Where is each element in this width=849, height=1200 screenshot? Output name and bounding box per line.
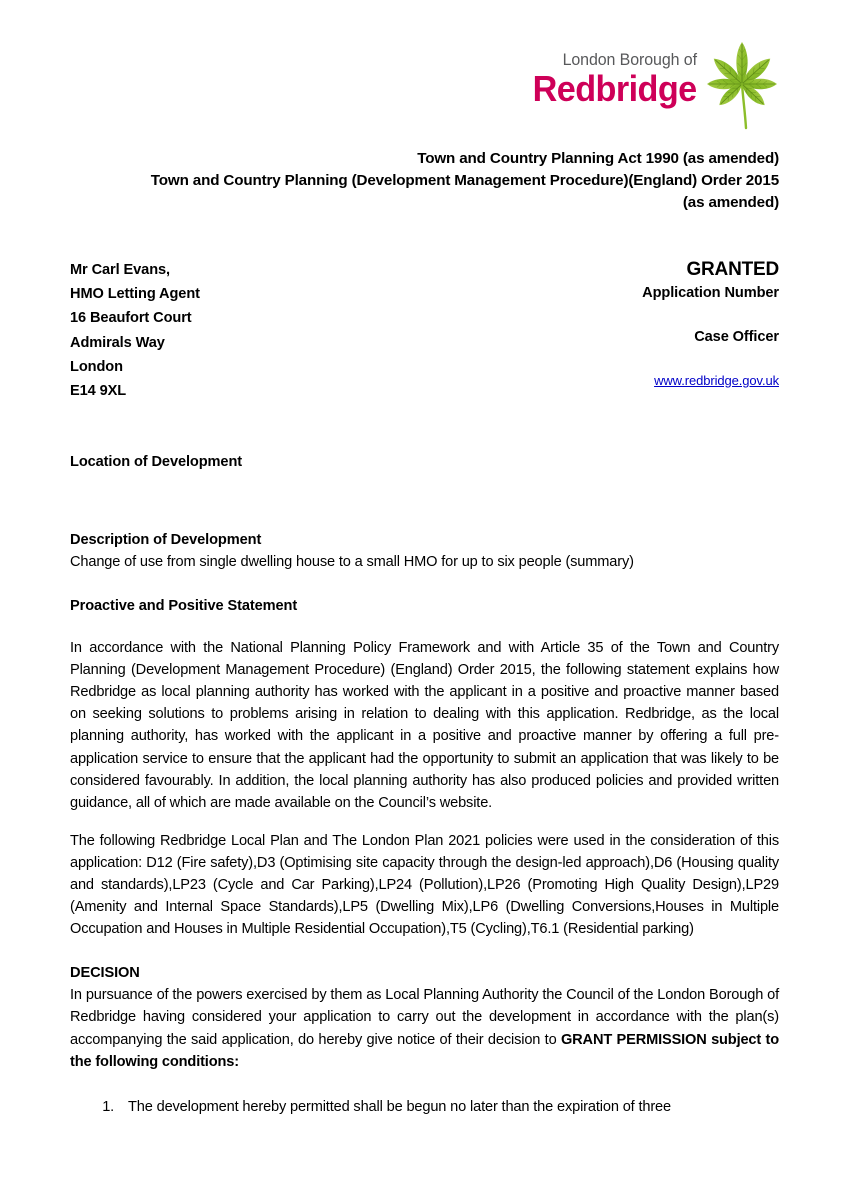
act-title-line-3: (as amended) bbox=[682, 194, 779, 211]
heading-proactive-and-positive-statement: Proactive and Positive Statement bbox=[70, 598, 298, 615]
spacer bbox=[70, 573, 779, 596]
meta-spacer bbox=[449, 304, 779, 326]
application-number-label: Application Number bbox=[642, 285, 779, 301]
heading-description-of-development: Description of Development bbox=[70, 532, 262, 548]
addressee-line: E14 9XL bbox=[70, 383, 127, 400]
logo-line-redbridge: Redbridge bbox=[533, 68, 697, 109]
condition-item: 1. The development hereby permitted shall be begun no later than the expiration of three bbox=[118, 1096, 779, 1118]
addressee-line: London bbox=[70, 358, 123, 375]
location-value-empty bbox=[70, 473, 779, 530]
decision-paragraph-lead: In pursuance of the powers exercised by them as Local Planning Authority the Council of the London Borough of Redbridge having considered your application to carry out the development in accordance with the plan(s) accompanying the said application, do hereby give notice of their decision to bbox=[70, 987, 779, 1048]
spacer bbox=[70, 940, 779, 963]
redbridge-logo bbox=[524, 40, 781, 130]
act-title-line-1: Town and Country Planning Act 1990 (as amended) bbox=[417, 150, 779, 167]
policies-paragraph: The following Redbridge Local Plan and The London Plan 2021 policies were used in the consideration of this application: D12 (Fire safety),D3 (Optimising site capacity through the design-led approach),D6 (Housing quality and standards),LP23 (Cycle and Car Parking),LP24 (Pollution),LP26 (Promoting High Quality Design),LP29 (Amenity and Internal Space Standards),LP5 (Dwelling Mix),LP6 (Dwelling Conversions,Houses in Multiple Occupation and Houses in Multiple Residential Occupation),T5 (Cycling),T6.1 (Residential parking) bbox=[70, 832, 779, 938]
addressee-line: Admirals Way bbox=[70, 334, 165, 351]
act-title bbox=[70, 148, 779, 214]
decision-meta-block bbox=[449, 258, 779, 390]
description-of-development-text: Change of use from single dwelling house to a small HMO for up to six people (summary) bbox=[70, 554, 634, 570]
grant-permission-bold-text: GRANT PERMISSION subject to the following conditions: bbox=[70, 1031, 780, 1070]
decision-paragraph bbox=[70, 984, 779, 1072]
heading-decision: DECISION bbox=[70, 965, 140, 982]
addressee-line: HMO Letting Agent bbox=[70, 286, 200, 303]
decision-status-granted: GRANTED bbox=[686, 259, 779, 280]
meta-spacer bbox=[449, 348, 779, 372]
addressee-line: Mr Carl Evans, bbox=[70, 262, 170, 278]
logo-wordmark bbox=[524, 40, 697, 108]
spacer bbox=[70, 1073, 779, 1096]
document-body bbox=[70, 452, 779, 1118]
logo-line-london-borough-of: London Borough of bbox=[562, 50, 697, 69]
act-title-line-2: Town and Country Planning (Development Management Procedure)(England) Order 2015 bbox=[150, 172, 779, 189]
council-website-link[interactable]: www.redbridge.gov.uk bbox=[654, 373, 779, 388]
conditions-list bbox=[70, 1096, 779, 1118]
addressee-line: 16 Beaufort Court bbox=[70, 310, 192, 327]
spacer bbox=[70, 814, 779, 830]
spacer bbox=[70, 617, 779, 637]
case-officer-label: Case Officer bbox=[694, 329, 779, 345]
heading-location-of-development: Location of Development bbox=[70, 454, 243, 470]
proactive-statement-paragraph-1: In accordance with the National Planning Policy Framework and with Article 35 of the Town and Country Planning (Development Management Procedure) (England) Order 2015, the following statement explains how Redbridge as local planning authority has worked with the applicant in a positive and proactive manner based on seeking solutions to problems arising in relation to dealing with this application. Redbridge, as the local planning authority, has worked with the applicant in a positive and proactive manner by offering a full pre-application service to ensure that the applicant had the opportunity to submit an application that was likely to be considered favourably. In addition, the local planning authority has also produced policies and provided written guidance, all of which are made available on the Council’s website. bbox=[70, 640, 779, 811]
horse-chestnut-leaf-icon bbox=[703, 38, 781, 130]
addressee-block bbox=[70, 258, 200, 403]
